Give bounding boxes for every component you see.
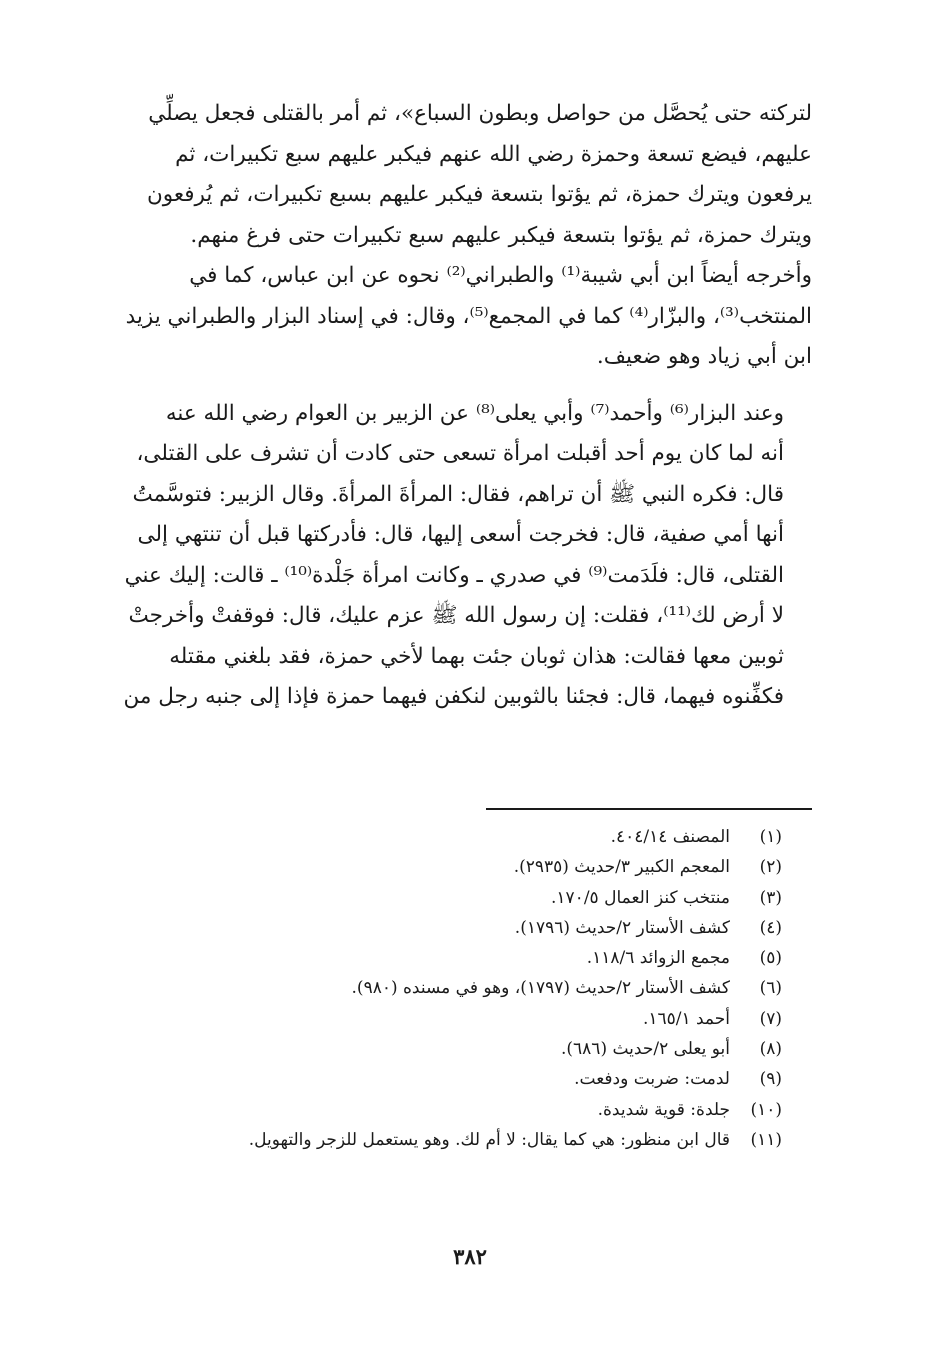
footnote <box>142 822 782 852</box>
footnote-number: (٢) <box>759 857 782 878</box>
footnote-text: كشف الأستار ٢/حديث (١٧٩٦). <box>514 917 730 938</box>
footnote-text: قال ابن منظور: هي كما يقال: لا أم لك. وهو يستعمل للزجر والتهويل. <box>248 1129 730 1150</box>
main-text <box>123 94 812 718</box>
text-line: القتلى، قال: فلَدَمت⁽⁹⁾ في صدري ـ وكانت امرأة جَلْدة⁽¹⁰⁾ ـ قالت: إليك عني <box>124 562 784 588</box>
footnote <box>142 883 782 913</box>
footnote <box>142 913 782 943</box>
footnote-number: (٩) <box>759 1069 782 1090</box>
footnote <box>142 973 782 1003</box>
footnote <box>142 1004 782 1034</box>
footnote-text: أبو يعلى ٢/حديث (٦٨٦). <box>561 1039 730 1060</box>
page-number: ٣٨٢ <box>453 1244 487 1269</box>
text-line: أنه لما كان يوم أحد أقبلت امرأة تسعى حتى كادت أن تشرف على القتلى، <box>136 441 784 466</box>
footnote <box>142 1125 782 1155</box>
text-line: ابن أبي زياد وهو ضعيف. <box>596 344 812 369</box>
footnote-number: (٥) <box>759 948 782 969</box>
footnote-number: (١١) <box>750 1129 782 1150</box>
text-line: لا أرض لك⁽¹¹⁾، فقلت: إن رسول الله ﷺ عزم عليك، قال: فوقفتْ وأخرجتْ <box>128 603 784 628</box>
text-line: المنتخب⁽³⁾، والبزّار⁽⁴⁾ كما في المجمع⁽⁵⁾، وقال: في إسناد البزار والطبراني يزيد <box>125 303 812 329</box>
footnote-text: أحمد ١٦٥/١. <box>642 1008 730 1029</box>
text-line: عليهم، فيضع تسعة وحمزة رضي الله عنهم فيكبر عليهم سبع تكبيرات، ثم <box>175 141 812 167</box>
footnote-divider <box>486 808 812 810</box>
footnotes-list <box>142 822 782 1155</box>
footnote-number: (٣) <box>759 887 782 908</box>
paragraph-1 <box>125 94 812 378</box>
footnote <box>142 1095 782 1125</box>
text-line: قال: فكره النبي ﷺ أن تراهم، فقال: المرأةَ المرأةَ. وقال الزبير: فتوسَّمتُ <box>132 481 784 507</box>
footnote-text: مجمع الزوائد ١١٨/٦. <box>586 948 730 969</box>
text-line: وعند البزار⁽⁶⁾ وأحمد⁽⁷⁾ وأبي يعلى⁽⁸⁾ عن الزبير بن العوام رضي الله عنه <box>165 400 784 426</box>
footnote-number: (٨) <box>759 1039 782 1060</box>
footnote <box>142 943 782 973</box>
footnote-text: جلدة: قوية شديدة. <box>597 1099 730 1120</box>
text-line: وأخرجه أيضاً ابن أبي شيبة⁽¹⁾ والطبراني⁽²⁾ نحوه عن ابن عباس، كما في <box>189 263 812 288</box>
text-line: ثوبين معها فقالت: هذان ثوبان جئت بهما لأخي حمزة، فقد بلغني مقتله <box>169 643 784 669</box>
text-line: يرفعون ويترك حمزة، ثم يؤتوا بتسعة فيكبر عليهم بسبع تكبيرات، ثم يُرفعون <box>146 182 812 207</box>
footnote-number: (١٠) <box>750 1099 782 1120</box>
footnote-text: كشف الأستار ٢/حديث (١٧٩٧)، وهو في مسنده (٩٨٠). <box>351 978 730 999</box>
footnote <box>142 1064 782 1094</box>
footnote-text: منتخب كنز العمال ١٧٠/٥. <box>551 887 730 908</box>
text-line: أنها أمي صفية، قال: فخرجت أسعى إليها، قال: فأدركتها قبل أن تنتهي إلى <box>137 522 784 547</box>
footnote-number: (٤) <box>759 917 782 938</box>
footnote-text: المعجم الكبير ٣/حديث (٢٩٣٥). <box>513 857 730 878</box>
text-line: فكفِّنوه فيهما، قال: فجئنا بالثوبين لنكفن فيهما حمزة فإذا إلى جنبه رجل من <box>123 684 784 709</box>
footnote-number: (٧) <box>759 1008 782 1029</box>
footnote-number: (٦) <box>759 978 782 999</box>
footnote <box>142 852 782 882</box>
text-line: لتركته حتى يُحصَّل من حواصل وبطون السباع»، ثم أمر بالقتلى فجعل يصلِّي <box>148 101 812 126</box>
footnote <box>142 1034 782 1064</box>
footnote-text: المصنف ٤٠٤/١٤. <box>610 827 730 847</box>
footnote-number: (١) <box>759 827 782 847</box>
paragraph-2 <box>123 394 812 718</box>
text-line: ويترك حمزة، ثم يؤتوا بتسعة فيكبر عليهم سبع تكبيرات حتى فرغ منهم. <box>190 222 812 248</box>
footnote-text: لدمت: ضربت ودفعت. <box>574 1069 730 1090</box>
